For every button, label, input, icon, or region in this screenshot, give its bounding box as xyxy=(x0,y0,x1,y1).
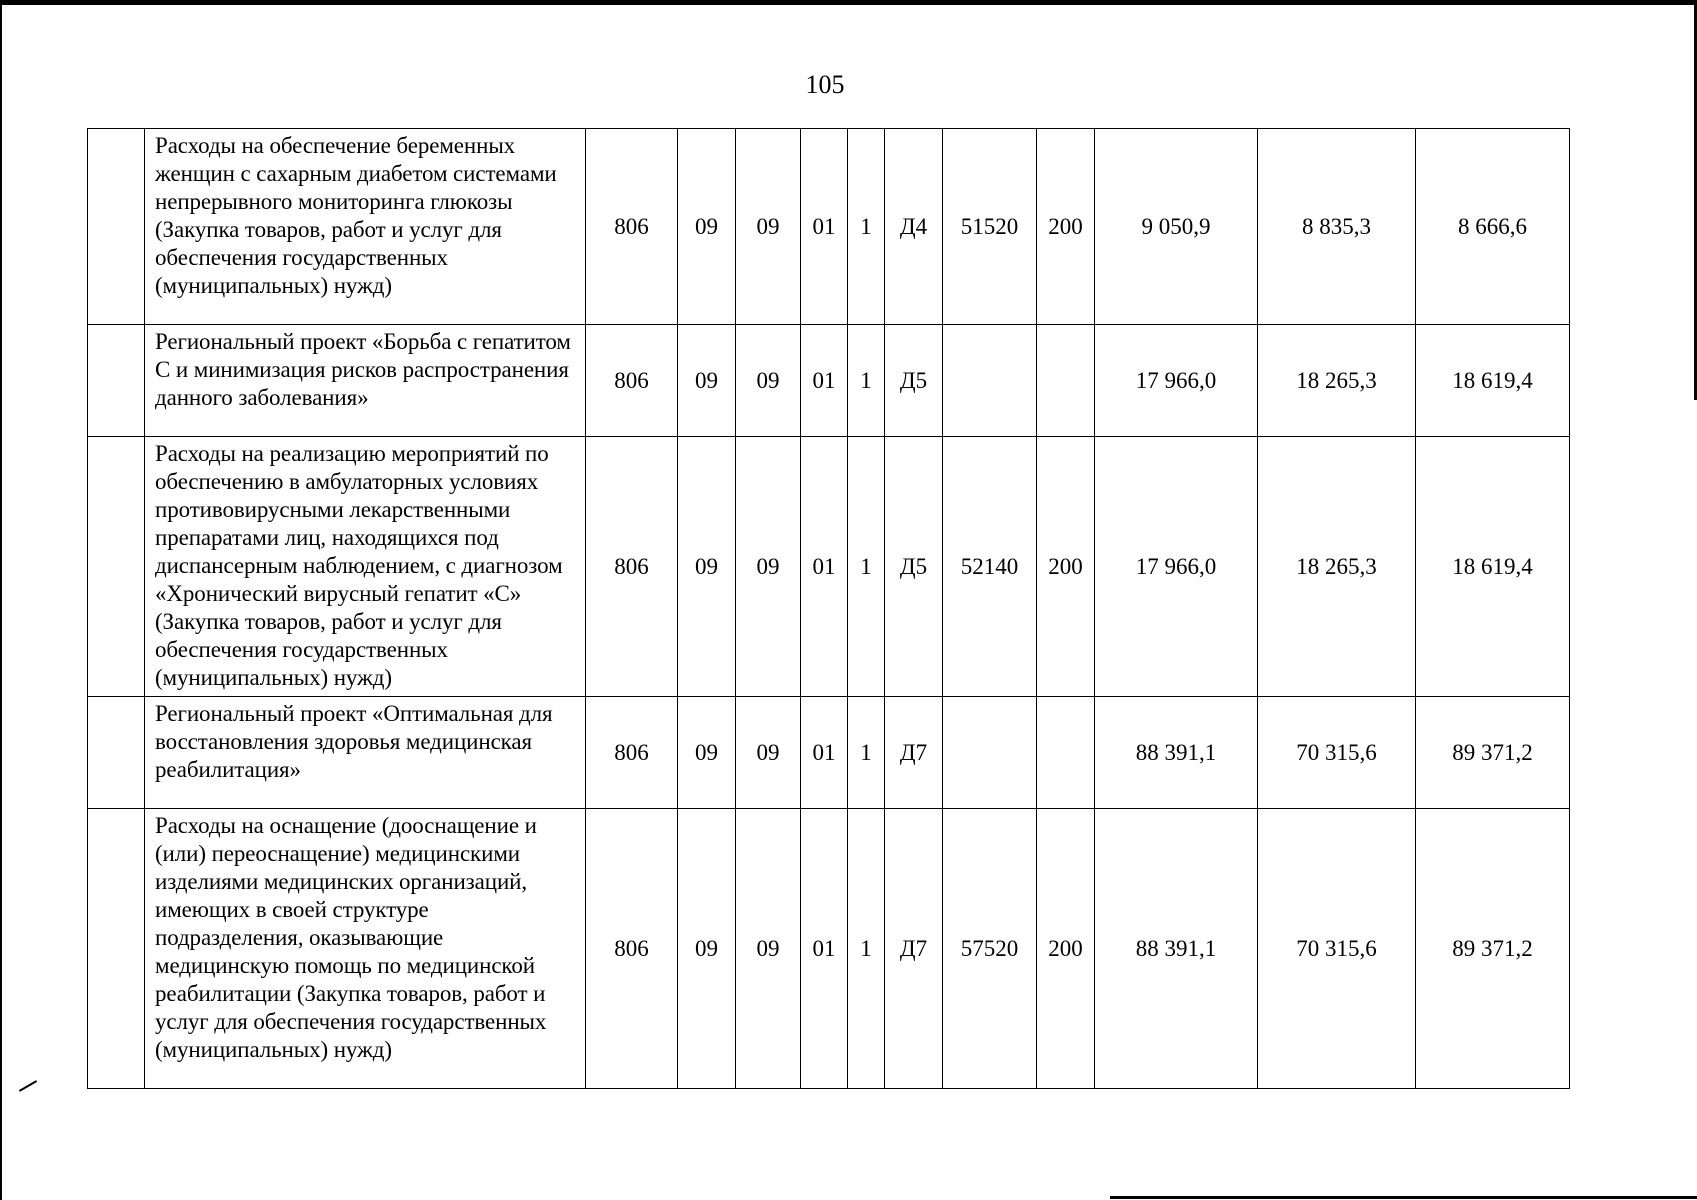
table-row xyxy=(88,697,1570,809)
program-cell: 01 xyxy=(801,697,848,809)
row-number-cell xyxy=(88,809,145,1089)
subsection-cell: 09 xyxy=(736,325,801,437)
description-cell: Региональный проект «Оптимальная для восстановления здоровья медицинская реабилитация» xyxy=(145,697,586,809)
section-cell: 09 xyxy=(678,437,736,697)
year3-amount-cell: 8 666,6 xyxy=(1416,129,1570,325)
direction-cell xyxy=(943,697,1037,809)
year3-amount-cell: 89 371,2 xyxy=(1416,809,1570,1089)
code-cell: 806 xyxy=(586,437,678,697)
type-cell: 1 xyxy=(848,809,885,1089)
code-cell: 806 xyxy=(586,809,678,1089)
year2-amount-cell: 70 315,6 xyxy=(1258,697,1416,809)
code-cell: 806 xyxy=(586,697,678,809)
description-cell: Региональный проект «Борьба с гепатитом С и минимизация рисков распространения данного заболевания» xyxy=(145,325,586,437)
description-cell: Расходы на оснащение (дооснащение и (или) переоснащение) медицинскими изделиями медицинских организаций, имеющих в своей структуре подразделения, оказывающие медицинскую помощь по медицинской реабилитации (Закупка товаров, работ и услуг для обеспечения государственных (муниципальных) нужд) xyxy=(145,809,586,1089)
row-number-cell xyxy=(88,437,145,697)
project-cell: Д7 xyxy=(885,809,943,1089)
section-cell: 09 xyxy=(678,809,736,1089)
row-number-cell xyxy=(88,129,145,325)
year1-amount-cell: 17 966,0 xyxy=(1095,325,1258,437)
year1-amount-cell: 88 391,1 xyxy=(1095,697,1258,809)
code-cell: 806 xyxy=(586,129,678,325)
section-cell: 09 xyxy=(678,129,736,325)
direction-cell: 57520 xyxy=(943,809,1037,1089)
program-cell: 01 xyxy=(801,437,848,697)
program-cell: 01 xyxy=(801,129,848,325)
year3-amount-cell: 18 619,4 xyxy=(1416,325,1570,437)
section-cell: 09 xyxy=(678,697,736,809)
pen-stroke-mark xyxy=(19,1080,37,1092)
direction-cell: 52140 xyxy=(943,437,1037,697)
budget-table xyxy=(87,128,1570,1089)
subsection-cell: 09 xyxy=(736,697,801,809)
subsection-cell: 09 xyxy=(736,437,801,697)
expense-type-cell xyxy=(1037,325,1095,437)
year3-amount-cell: 89 371,2 xyxy=(1416,697,1570,809)
project-cell: Д5 xyxy=(885,325,943,437)
direction-cell: 51520 xyxy=(943,129,1037,325)
table-row xyxy=(88,809,1570,1089)
row-number-cell xyxy=(88,697,145,809)
table-row xyxy=(88,325,1570,437)
expense-type-cell: 200 xyxy=(1037,809,1095,1089)
expense-type-cell xyxy=(1037,697,1095,809)
type-cell: 1 xyxy=(848,437,885,697)
type-cell: 1 xyxy=(848,697,885,809)
subsection-cell: 09 xyxy=(736,129,801,325)
section-cell: 09 xyxy=(678,325,736,437)
scan-bottom-border xyxy=(1110,1196,1697,1199)
expense-type-cell: 200 xyxy=(1037,437,1095,697)
year2-amount-cell: 18 265,3 xyxy=(1258,325,1416,437)
expense-type-cell: 200 xyxy=(1037,129,1095,325)
code-cell: 806 xyxy=(586,325,678,437)
page-number: 105 xyxy=(805,70,845,99)
project-cell: Д4 xyxy=(885,129,943,325)
project-cell: Д5 xyxy=(885,437,943,697)
year2-amount-cell: 8 835,3 xyxy=(1258,129,1416,325)
program-cell: 01 xyxy=(801,325,848,437)
table-row xyxy=(88,437,1570,697)
subsection-cell: 09 xyxy=(736,809,801,1089)
year1-amount-cell: 17 966,0 xyxy=(1095,437,1258,697)
direction-cell xyxy=(943,325,1037,437)
year1-amount-cell: 88 391,1 xyxy=(1095,809,1258,1089)
year3-amount-cell: 18 619,4 xyxy=(1416,437,1570,697)
project-cell: Д7 xyxy=(885,697,943,809)
scan-top-border xyxy=(0,0,1697,5)
year1-amount-cell: 9 050,9 xyxy=(1095,129,1258,325)
description-cell: Расходы на реализацию мероприятий по обеспечению в амбулаторных условиях противовирусными лекарственными препаратами лиц, находящихся под диспансерным наблюдением, с диагнозом «Хронический вирусный гепатит «С» (Закупка товаров, работ и услуг для обеспечения государственных (муниципальных) нужд) xyxy=(145,437,586,697)
year2-amount-cell: 70 315,6 xyxy=(1258,809,1416,1089)
program-cell: 01 xyxy=(801,809,848,1089)
type-cell: 1 xyxy=(848,325,885,437)
row-number-cell xyxy=(88,325,145,437)
year2-amount-cell: 18 265,3 xyxy=(1258,437,1416,697)
type-cell: 1 xyxy=(848,129,885,325)
description-cell: Расходы на обеспечение беременных женщин с сахарным диабетом системами непрерывного мониторинга глюкозы (Закупка товаров, работ и услуг для обеспечения государственных (муниципальных) нужд) xyxy=(145,129,586,325)
scan-left-border xyxy=(0,0,2,1200)
table-row xyxy=(88,129,1570,325)
